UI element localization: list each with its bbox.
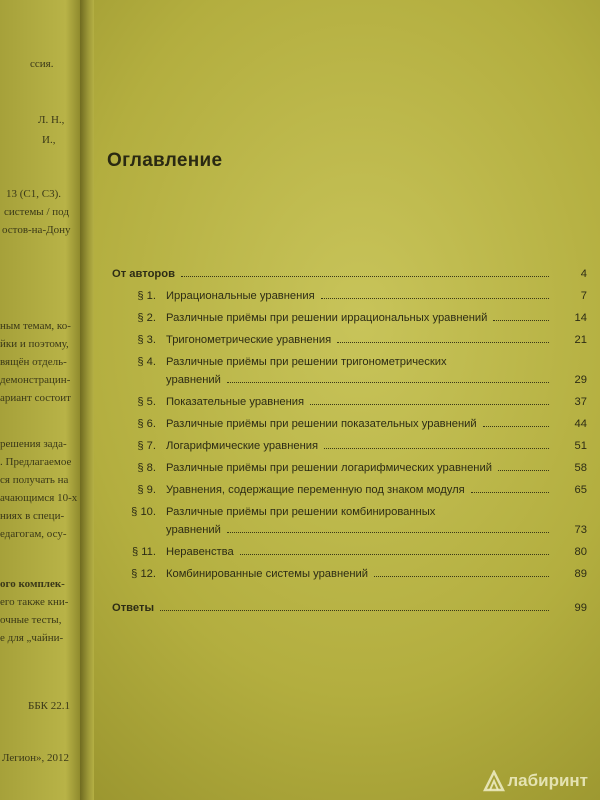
section-number: § 7. <box>137 440 156 452</box>
entry-title-continued: уравнений <box>166 374 221 386</box>
entry-title: От авторов <box>112 268 175 280</box>
book-spine-shadow <box>80 0 94 800</box>
dot-leader <box>181 275 549 277</box>
toc-entry <box>112 346 587 386</box>
page-number: 14 <box>574 312 587 324</box>
toc-entry <box>112 258 587 280</box>
dot-leader <box>374 575 549 577</box>
toc-entry <box>112 558 587 580</box>
left-page-line: ого комплек- <box>0 578 65 590</box>
left-page-line: ным темам, ко- <box>0 320 71 332</box>
left-page-line: очные тесты, <box>0 614 62 626</box>
left-page-line: демонстрацин- <box>0 374 71 386</box>
page-number: 80 <box>574 546 587 558</box>
entry-title: Различные приёмы при решении иррациональных уравнений <box>166 312 488 324</box>
watermark-text: лабиринт <box>507 771 588 790</box>
entry-title-continued: уравнений <box>166 524 221 536</box>
section-number: § 5. <box>137 396 156 408</box>
entry-title: Различные приёмы при решении тригонометрических <box>166 356 447 368</box>
toc-entry <box>112 592 587 614</box>
left-page-line: йки и поэтому, <box>0 338 69 350</box>
page-number: 65 <box>574 484 587 496</box>
page-number: 89 <box>574 568 587 580</box>
page-number: 4 <box>580 268 587 280</box>
left-page-line: вящён отдель- <box>0 356 67 368</box>
entry-title: Различные приёмы при решении логарифмических уравнений <box>166 462 492 474</box>
left-page-line: ачающимся 10-х <box>0 492 78 504</box>
section-number: § 10. <box>131 506 156 518</box>
dot-leader <box>321 297 549 299</box>
dot-leader <box>310 403 549 405</box>
left-page-line: ниях в специ- <box>0 510 65 522</box>
page-number: 99 <box>574 602 587 614</box>
left-page-line: е для „чайни- <box>0 632 64 644</box>
toc-entry <box>112 386 587 408</box>
table-of-contents <box>112 258 587 614</box>
left-page-line: остов-на-Дону <box>2 224 71 236</box>
section-number: § 4. <box>137 356 156 368</box>
entry-title: Комбинированные системы уравнений <box>166 568 369 580</box>
dot-leader <box>227 381 549 383</box>
labirint-watermark <box>483 770 588 792</box>
toc-entry <box>112 536 587 558</box>
left-page-line: 13 (С1, С3). <box>6 188 61 200</box>
entry-title: Показательные уравнения <box>166 396 305 408</box>
page-title: Оглавление <box>107 150 223 171</box>
dot-leader <box>498 469 549 471</box>
page-number: 44 <box>574 418 587 430</box>
left-page-line: Л. Н., <box>38 114 65 126</box>
section-number: § 8. <box>137 462 156 474</box>
dot-leader <box>160 609 549 611</box>
section-number: § 6. <box>137 418 156 430</box>
section-number: § 2. <box>137 312 156 324</box>
page-number: 51 <box>574 440 587 452</box>
dot-leader <box>324 447 549 449</box>
section-number: § 3. <box>137 334 156 346</box>
page-number: 21 <box>574 334 587 346</box>
dot-leader <box>227 531 549 533</box>
left-page-line: ссия. <box>30 58 54 70</box>
left-page-line: системы / под <box>4 206 69 218</box>
labirint-logo-icon <box>483 770 505 792</box>
left-page-line: Легион», 2012 <box>2 752 70 764</box>
toc-entry <box>112 280 587 302</box>
page-number: 29 <box>574 374 587 386</box>
entry-title: Различные приёмы при решении показательных уравнений <box>166 418 477 430</box>
section-number: § 12. <box>131 568 156 580</box>
left-page-line: ББК 22.1 <box>28 700 70 712</box>
section-number: § 1. <box>137 290 156 302</box>
page-number: 73 <box>574 524 587 536</box>
left-page-line: едагогам, осу- <box>0 528 67 540</box>
entry-title: Тригонометрические уравнения <box>166 334 332 346</box>
toc-entry <box>112 452 587 474</box>
entry-title: Ответы <box>112 602 155 614</box>
dot-leader <box>240 553 549 555</box>
left-page-line: его также кни- <box>0 596 69 608</box>
entry-title: Уравнения, содержащие переменную под знаком модуля <box>166 484 465 496</box>
left-page-line: И., <box>42 134 56 146</box>
entry-title: Иррациональные уравнения <box>166 290 315 302</box>
page-number: 37 <box>574 396 587 408</box>
left-page-line: . Предлагаемое <box>0 456 72 468</box>
left-page-line: ся получать на <box>0 474 69 486</box>
toc-entry <box>112 496 587 536</box>
entry-title: Различные приёмы при решении комбинированных <box>166 506 436 518</box>
toc-entry <box>112 302 587 324</box>
page-number: 58 <box>574 462 587 474</box>
toc-entry <box>112 474 587 496</box>
toc-entry <box>112 324 587 346</box>
entry-title: Логарифмические уравнения <box>166 440 319 452</box>
dot-leader <box>471 491 549 493</box>
entry-title: Неравенства <box>166 546 234 558</box>
left-page-line: ариант состоит <box>0 392 71 404</box>
section-number: § 9. <box>137 484 156 496</box>
toc-entry <box>112 430 587 452</box>
section-number: § 11. <box>131 546 156 558</box>
page-number: 7 <box>580 290 587 302</box>
toc-entry <box>112 408 587 430</box>
dot-leader <box>337 341 549 343</box>
left-page-fragment <box>0 0 82 800</box>
left-page-line: решения зада- <box>0 438 67 450</box>
dot-leader <box>493 319 549 321</box>
dot-leader <box>483 425 549 427</box>
